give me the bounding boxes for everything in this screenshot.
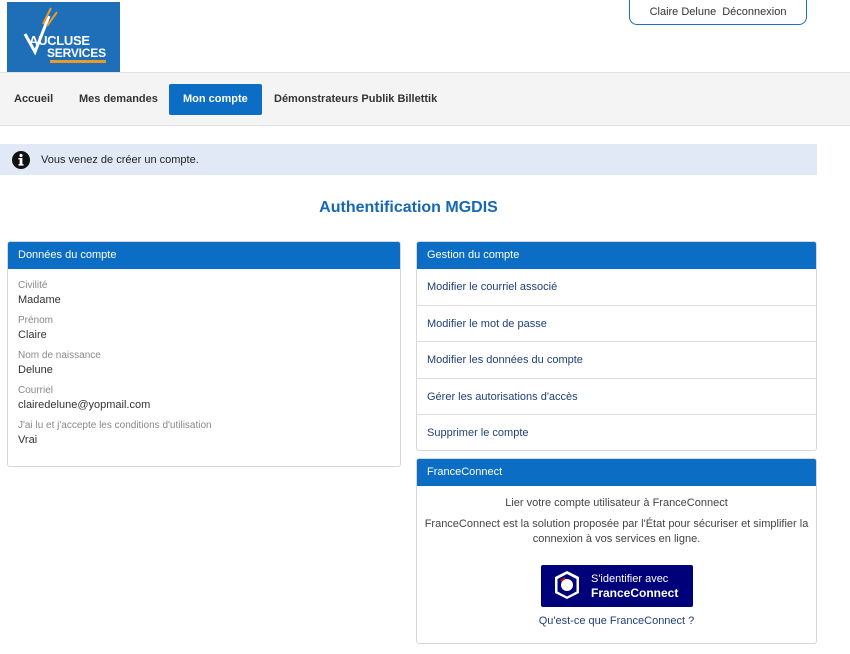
account-management-panel <box>416 241 817 451</box>
field-courriel <box>8 385 400 411</box>
franceconnect-logo-icon <box>549 565 589 607</box>
nav-item-accueil[interactable]: Accueil <box>14 93 54 105</box>
franceconnect-header: FranceConnect <box>417 459 816 486</box>
field-label: J'ai lu et j'accepte les conditions d'utilisation <box>18 420 212 431</box>
logo-text-line2: SERVICES <box>47 46 106 60</box>
logout-link[interactable]: Déconnexion <box>722 6 787 18</box>
franceconnect-panel <box>416 458 817 644</box>
franceconnect-button-line1: S'identifier avec <box>591 573 669 585</box>
user-name-link[interactable]: Claire Delune <box>649 6 717 18</box>
franceconnect-description-line1: FranceConnect est la solution proposée par l'État pour sécuriser et simplifier la <box>424 518 809 530</box>
notice-bar <box>0 144 817 175</box>
franceconnect-button[interactable] <box>541 565 693 607</box>
nav-item-demonstrateurs[interactable]: Démonstrateurs Publik Billettik <box>274 93 438 105</box>
field-label: Prénom <box>18 315 54 326</box>
field-civilite <box>8 280 400 306</box>
modify-password-link[interactable]: Modifier le mot de passe <box>417 306 816 343</box>
field-value: Delune <box>18 364 53 376</box>
logo-stripe <box>50 60 106 63</box>
field-prenom <box>8 315 400 341</box>
field-conditions <box>8 420 400 446</box>
franceconnect-button-line2: FranceConnect <box>591 586 679 600</box>
franceconnect-link-text: Lier votre compte utilisateur à FranceConnect <box>505 497 728 509</box>
field-value: Madame <box>18 294 61 306</box>
field-label: Civilité <box>18 280 48 291</box>
modify-email-link[interactable]: Modifier le courriel associé <box>417 269 816 306</box>
top-bar <box>0 0 850 72</box>
account-data-header: Données du compte <box>8 242 400 269</box>
main-nav <box>0 72 850 126</box>
user-box <box>629 0 807 25</box>
franceconnect-help-link[interactable]: Qu'est-ce que FranceConnect ? <box>538 615 695 627</box>
nav-item-mon-compte[interactable]: Mon compte <box>169 84 262 115</box>
franceconnect-description-line2: connexion à vos services en ligne. <box>532 533 701 545</box>
nav-item-mes-demandes[interactable]: Mes demandes <box>79 93 158 105</box>
field-value: Claire <box>18 329 47 341</box>
franceconnect-body <box>417 497 816 545</box>
field-nom-naissance <box>8 350 400 376</box>
manage-authorizations-link[interactable]: Gérer les autorisations d'accès <box>417 379 816 416</box>
field-label: Nom de naissance <box>18 350 101 361</box>
field-value: clairedelune@yopmail.com <box>18 399 151 411</box>
info-icon <box>11 150 31 170</box>
logo-text-line1: AUCLUSE <box>29 33 90 48</box>
notice-text: Vous venez de créer un compte. <box>41 153 199 166</box>
field-value: Vrai <box>18 434 38 446</box>
modify-account-data-link[interactable]: Modifier les données du compte <box>417 342 816 379</box>
vaucluse-services-logo[interactable] <box>7 2 120 72</box>
account-data-panel <box>7 241 401 467</box>
field-label: Courriel <box>18 385 54 396</box>
account-management-header: Gestion du compte <box>417 242 816 269</box>
page-title: Authentification MGDIS <box>319 199 498 216</box>
delete-account-link[interactable]: Supprimer le compte <box>427 427 529 440</box>
